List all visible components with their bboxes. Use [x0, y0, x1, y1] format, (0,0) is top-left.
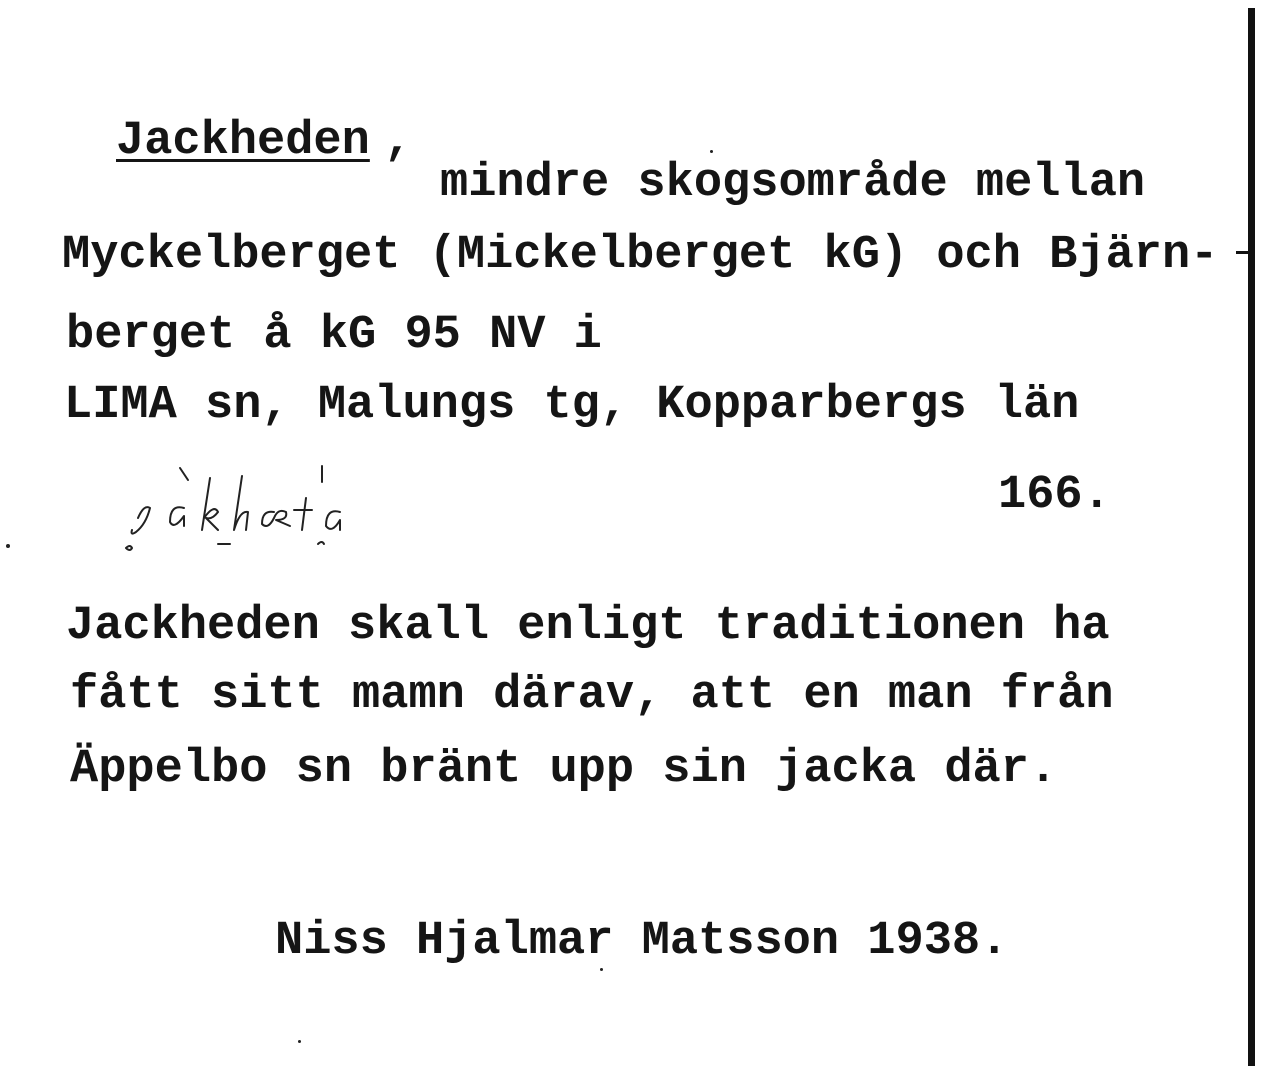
headword: Jackheden	[116, 115, 370, 168]
paragraph-line-1: Jackheden skall enligt traditionen ha	[66, 600, 1110, 653]
paragraph-line-2: fått sitt mamn därav, att en man från	[70, 669, 1114, 722]
card-edge-tick	[1236, 251, 1250, 254]
signature: Niss Hjalmar Matsson 1938.	[275, 915, 1009, 968]
description-line-3: berget å kG 95 NV i	[66, 309, 602, 362]
handwritten-pronunciation	[118, 458, 408, 558]
scan-speck	[600, 968, 603, 971]
scan-speck	[710, 150, 713, 153]
card-number: 166.	[998, 469, 1111, 522]
description-line-2: Myckelberget (Mickelberget kG) och Bjärn-	[62, 229, 1219, 282]
location-line: LIMA sn, Malungs tg, Kopparbergs län	[64, 379, 1080, 432]
scan-speck	[298, 1040, 301, 1043]
headword-comma: ,	[384, 115, 413, 168]
paragraph-line-3: Äppelbo sn bränt upp sin jacka där.	[70, 743, 1058, 796]
scan-speck	[6, 544, 10, 548]
card-edge-line	[1248, 8, 1255, 1066]
description-line-1: mindre skogsområde mellan	[440, 157, 1146, 210]
